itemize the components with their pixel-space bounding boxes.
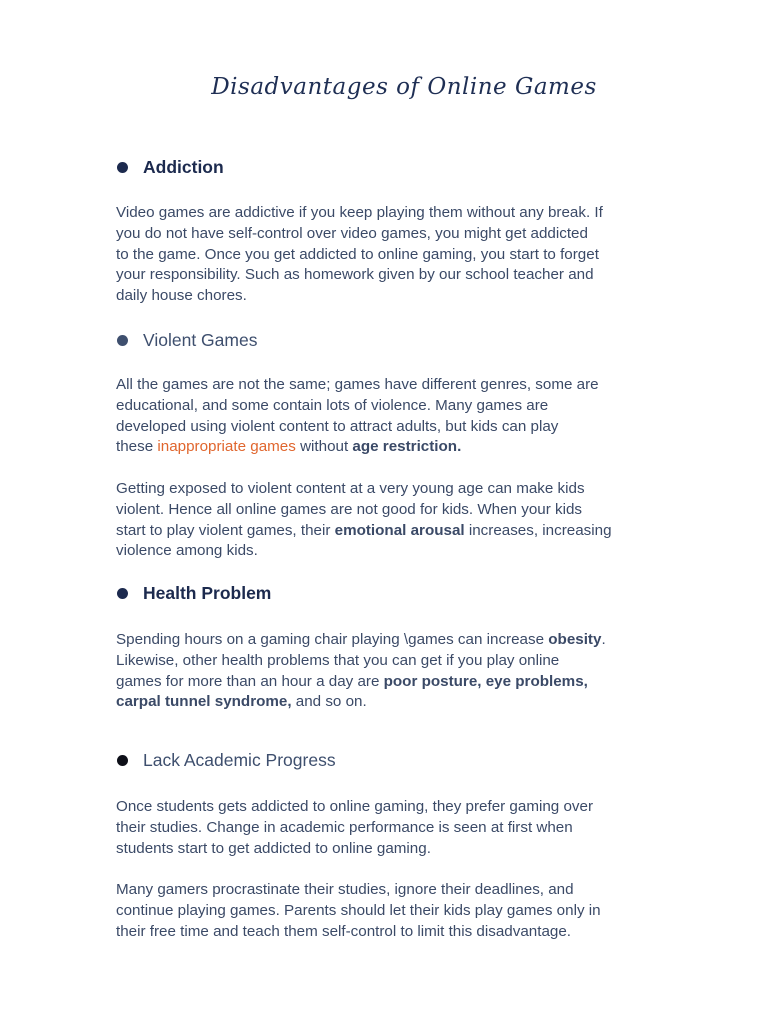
text-line: Getting exposed to violent content at a very young age can make kids (116, 480, 585, 497)
text-line: violence among kids. (116, 542, 258, 560)
text-line: their free time and teach them self-control to limit this disadvantage. (116, 922, 572, 940)
bold-text: obesity (548, 631, 602, 648)
text-line: to the game. Once you get addicted to online gaming, you start to forget (116, 245, 599, 263)
section-heading-violent-games (117, 330, 257, 351)
text-line: All the games are not the same; games have different genres, some are (116, 376, 599, 393)
text-line: Many gamers procrastinate their studies, ignore their deadlines, and (116, 881, 574, 898)
text-line: daily house chores. (116, 287, 247, 305)
text-line: violent. Hence all online games are not good for kids. When your kids (116, 500, 582, 518)
heading-text: Violent Games (143, 330, 258, 350)
heading-text: Addiction (143, 157, 224, 177)
text-line: Likewise, other health problems that you can get if you play online (116, 651, 560, 669)
text-run: and so on. (291, 693, 367, 711)
paragraph-addiction (116, 203, 661, 307)
text-line: their studies. Change in academic performance is seen at first when (116, 818, 573, 836)
text-line: developed using violent content to attract adults, but kids can play (116, 417, 559, 435)
bullet-icon (117, 588, 128, 599)
text-line: Video games are addictive if you keep playing them without any break. If (116, 204, 603, 221)
text-line (116, 630, 661, 651)
text-line: students start to get addicted to online gaming. (116, 839, 431, 857)
section-heading-addiction (117, 157, 224, 178)
text-run: . (601, 631, 606, 648)
paragraph-violent-games-2 (116, 479, 661, 562)
section-heading-health-problem (117, 583, 271, 604)
text-run: Spending hours on a gaming chair playing \games can increase (116, 631, 549, 648)
text-line (116, 672, 661, 693)
text-line (116, 521, 661, 542)
highlighted-text: inappropriate games (157, 438, 296, 456)
text-run: start to play violent games, their (116, 521, 335, 539)
text-line: Once students gets addicted to online gaming, they prefer gaming over (116, 798, 594, 815)
heading-text: Lack Academic Progress (143, 750, 336, 770)
paragraph-academic-1 (116, 797, 661, 859)
document-title: Disadvantages of Online Games (211, 74, 597, 100)
text-run: games for more than an hour a day are (116, 672, 384, 690)
text-line: your responsibility. Such as homework given by our school teacher and (116, 266, 594, 284)
bullet-icon (117, 335, 128, 346)
section-heading-lack-academic-progress (117, 750, 336, 771)
text-run: increases, increasing (464, 521, 612, 539)
bold-text: carpal tunnel syndrome, (116, 693, 292, 711)
paragraph-violent-games-1 (116, 375, 661, 458)
bold-text: age restriction. (352, 438, 462, 456)
text-line: you do not have self-control over video games, you might get addicted (116, 224, 588, 242)
heading-text: Health Problem (143, 583, 272, 603)
bullet-icon (117, 755, 128, 766)
text-line: continue playing games. Parents should let their kids play games only in (116, 901, 601, 919)
bold-text: poor posture, eye problems, (383, 672, 588, 690)
text-run: without (295, 438, 353, 456)
text-line (116, 692, 661, 713)
bold-text: emotional arousal (334, 521, 465, 539)
paragraph-health-problem (116, 630, 661, 713)
bullet-icon (117, 162, 128, 173)
paragraph-academic-2 (116, 880, 661, 942)
text-run: these (116, 438, 158, 456)
text-line: educational, and some contain lots of violence. Many games are (116, 396, 549, 414)
text-line (116, 437, 661, 458)
